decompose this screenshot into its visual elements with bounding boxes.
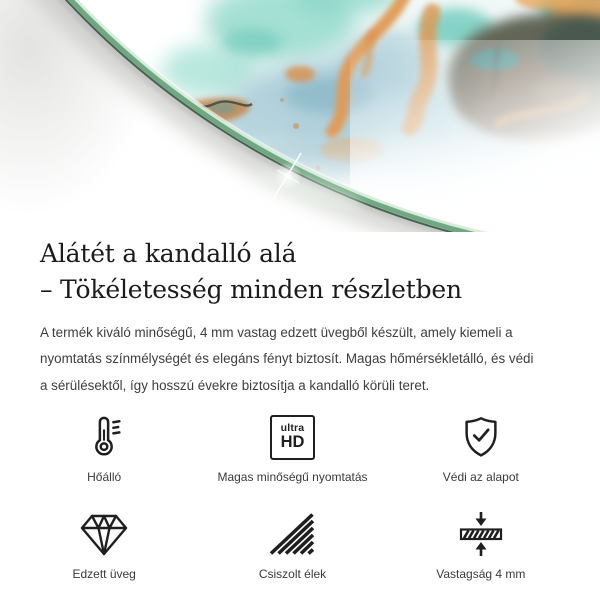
- hearth-pad-illustration: [0, 0, 600, 232]
- feature-label: Hőálló: [87, 470, 122, 485]
- feature-label: Magas minőségű nyomtatás: [217, 470, 368, 485]
- feature-label: Csiszolt élek: [258, 567, 327, 582]
- product-photo: [0, 0, 600, 232]
- thickness-icon: [457, 510, 505, 558]
- feature-high-quality-print: [217, 413, 367, 484]
- title-line-2: – Tökéletesség minden részletben: [40, 275, 462, 304]
- feature-polished-edges: [259, 510, 326, 581]
- feature-tempered-glass: [72, 510, 135, 581]
- feature-label: Vastagság 4 mm: [436, 567, 526, 582]
- features-grid: [10, 413, 575, 581]
- shield-check-icon: [458, 413, 504, 461]
- ultra-hd-badge-bottom-text: HD: [280, 433, 305, 452]
- ultra-hd-icon: [270, 413, 315, 461]
- page-title: [40, 236, 560, 308]
- thermometer-icon: [81, 413, 127, 461]
- feature-protects-base: [443, 413, 519, 484]
- polished-edges-icon: [268, 510, 316, 558]
- title-line-1: Alátét a kandalló alá: [40, 239, 297, 268]
- feature-thickness: [436, 510, 525, 581]
- feature-label: Edzett üveg: [72, 567, 136, 582]
- diamond-icon: [77, 510, 131, 558]
- ultra-hd-badge-top-text: ultra: [280, 422, 305, 435]
- ultra-hd-badge: [270, 415, 315, 460]
- feature-heat-resistant: [81, 413, 127, 484]
- feature-label: Védi az alapot: [442, 470, 519, 485]
- product-description: A termék kiváló minőségű, 4 mm vastag edzett üvegből készült, amely kiemeli a nyomtatás színmélységét és elegáns fényt biztosít. Magas hőmérsékletálló, és védi a sérülésektől, így hosszú évekre biztosítja a kandalló körüli teret.: [40, 325, 534, 393]
